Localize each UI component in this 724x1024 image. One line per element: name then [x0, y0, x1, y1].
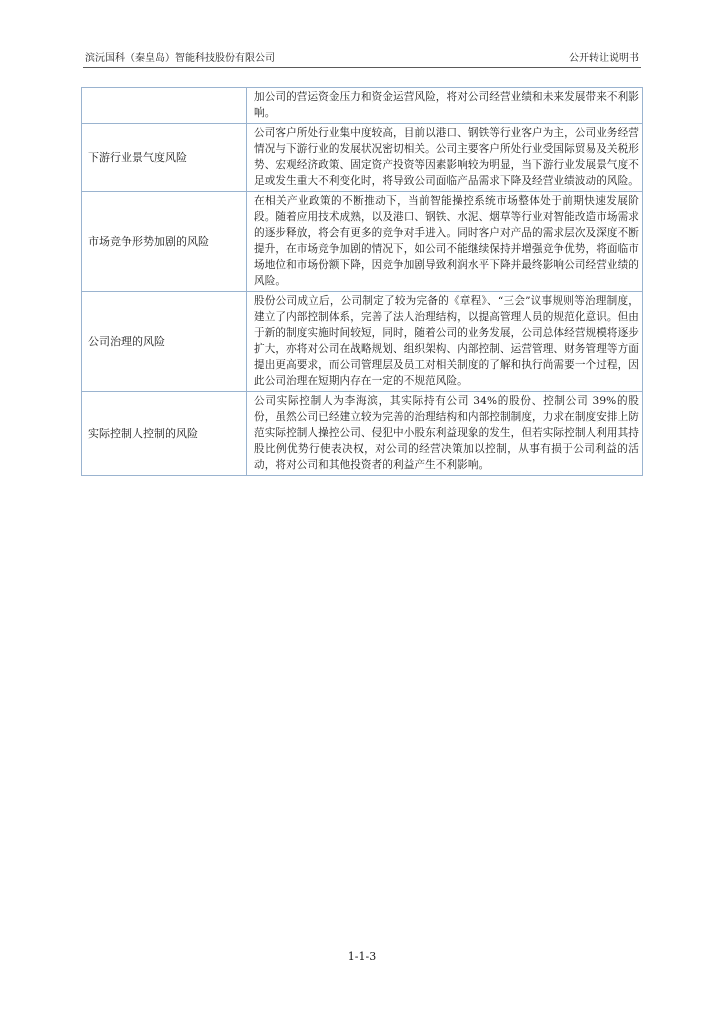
risk-name-cell: 下游行业景气度风险	[82, 124, 247, 192]
table-row	[82, 192, 643, 292]
header-company-name: 滨沅国科（秦皇岛）智能科技股份有限公司	[85, 53, 275, 64]
risk-description-cell: 在相关产业政策的不断推动下，当前智能操控系统市场整体处于前期快速发展阶段。随着应用技术成熟，以及港口、钢铁、水泥、烟草等行业对智能改造市场需求的逐步释放，将会有更多的竞争对手进入。同时客户对产品的需求层次及深度不断提升，在市场竞争加剧的情况下，如公司不能继续保持并增强竞争优势，将面临市场地位和市场份额下降，因竞争加剧导致利润水平下降并最终影响公司经营业绩的风险。	[247, 192, 643, 292]
page-number: 1-1-3	[347, 950, 377, 963]
risk-name-cell: 实际控制人控制的风险	[82, 392, 247, 476]
risk-description-cell: 公司实际控制人为李海滨，其实际持有公司 34%的股份、控制公司 39%的股份，虽然公司已经建立较为完善的治理结构和内部控制制度，力求在制度安排上防范实际控制人操控公司、侵犯中小股东利益现象的发生，但若实际控制人利用其持股比例优势行使表决权，对公司的经营决策加以控制，从事有损于公司利益的活动，将对公司和其他投资者的利益产生不利影响。	[247, 392, 643, 476]
risk-table	[81, 87, 643, 476]
table-row	[82, 292, 643, 392]
risk-name-cell: 公司治理的风险	[82, 292, 247, 392]
risk-description-cell: 公司客户所处行业集中度较高，目前以港口、钢铁等行业客户为主，公司业务经营情况与下游行业的发展状况密切相关。公司主要客户所处行业受国际贸易及关税形势、宏观经济政策、固定资产投资等因素影响较为明显，当下游行业发展景气度不足或发生重大不利变化时，将导致公司面临产品需求下降及经营业绩波动的风险。	[247, 124, 643, 192]
risk-name-cell: 市场竞争形势加剧的风险	[82, 192, 247, 292]
risk-description-cell: 股份公司成立后，公司制定了较为完备的《章程》、“三会”议事规则等治理制度，建立了内部控制体系，完善了法人治理结构，以提高管理人员的规范化意识。但由于新的制度实施时间较短，同时，随着公司的业务发展，公司总体经营规模将逐步扩大，亦将对公司在战略规划、组织架构、内部控制、运营管理、财务管理等方面提出更高要求，而公司管理层及员工对相关制度的了解和执行尚需要一个过程，因此公司治理在短期内存在一定的不规范风险。	[247, 292, 643, 392]
page-header	[83, 50, 641, 68]
table-row	[82, 124, 643, 192]
table-row	[82, 392, 643, 476]
risk-description-cell: 加公司的营运资金压力和资金运营风险，将对公司经营业绩和未来发展带来不利影响。	[247, 88, 643, 124]
table-row	[82, 88, 643, 124]
header-document-title: 公开转让说明书	[569, 53, 639, 64]
risk-name-cell	[82, 88, 247, 124]
